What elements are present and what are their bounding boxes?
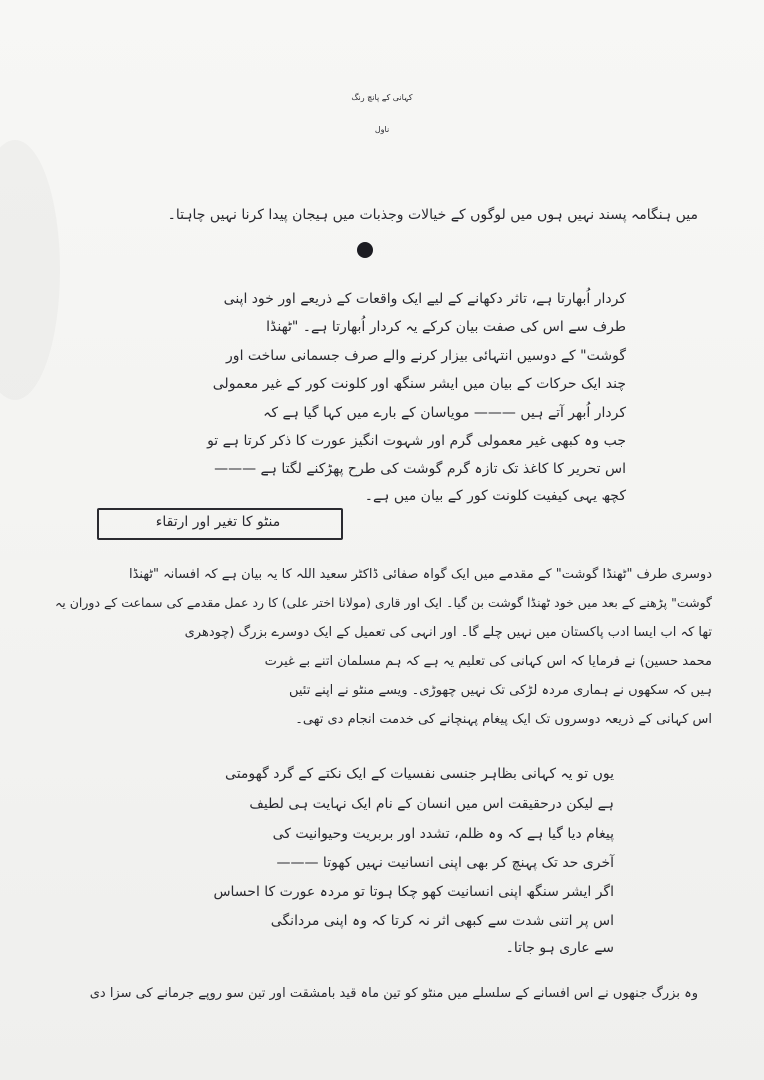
block3-line: ہے لیکن درحقیقت اس میں انسان کے نام ایک نہایت ہی لطیف <box>249 796 614 812</box>
block1-line: گوشت" کے دوسیں انتہائی بیزار کرنے والے صرف جسمانی ساخت اور <box>226 348 626 364</box>
block1-line: کردار اُبھارتا ہے، تاثر دکھانے کے لیے ایک واقعات کے ذریعے اور خود اپنی <box>223 291 626 307</box>
block3-line: یوں تو یہ کہانی بظاہر جنسی نفسیات کے ایک نکتے کے گرد گھومتی <box>225 766 614 782</box>
block3-line: پیغام دیا گیا ہے کہ وہ ظلم، تشدد اور بربریت وحیوانیت کی <box>272 826 614 842</box>
citation-text: منٹو کا تغیر اور ارتقاء <box>155 514 281 530</box>
block1-line: کچھ یہی کیفیت کلونت کور کے بیان میں ہے۔ <box>364 488 626 504</box>
footnote-line: وہ بزرگ جنھوں نے اس افسانے کے سلسلے میں منٹو کو تین ماہ قید بامشقت اور تین سو روپے جرمانے کی سزا دی <box>89 986 698 1001</box>
page-title: کہانی کے پانچ رنگ <box>351 93 413 102</box>
block1-line: اس تحریر کا کاغذ تک تازہ گرم گوشت کی طرح پھڑکنے لگتا ہے ——— <box>214 461 626 477</box>
page-subtitle: ناول <box>374 125 390 134</box>
block1-line: چند ایک حرکات کے بیان میں ایشر سنگھ اور کلونت کور کے غیر معمولی <box>212 376 626 392</box>
block3-line: اگر ایشر سنگھ اپنی انسانیت کھو چکا ہوتا تو مردہ عورت کا احساس <box>213 884 614 900</box>
block3-line: آخری حد تک پہنچ کر بھی اپنی انسانیت نہیں کھوتا ——— <box>276 855 614 871</box>
paper-smudge <box>0 140 60 400</box>
block2-line: تھا کہ اب ایسا ادب پاکستان میں نہیں چلے گا۔ اور انہی کی تعمیل کے ایک دوسرے بزرگ (چودھری <box>184 625 712 640</box>
block3-line: سے عاری ہو جاتا۔ <box>505 940 614 956</box>
block1-line: جب وہ کبھی غیر معمولی گرم اور شہوت انگیز عورت کا ذکر کرتا ہے تو <box>207 433 626 449</box>
block2-line: محمد حسین) نے فرمایا کہ اس کہانی کی تعلیم یہ ہے کہ ہم مسلمان اتنے بے غیرت <box>264 654 712 669</box>
epigraph-line: میں ہنگامہ پسند نہیں ہوں میں لوگوں کے خیالات وجذبات میں ہیجان پیدا کرنا نہیں چاہتا۔ <box>167 207 698 223</box>
block2-line: گوشت" پڑھنے کے بعد میں خود ٹھنڈا گوشت بن گیا۔ ایک اور قاری (مولانا اختر علی) کا رد عمل مقدمے کی سماعت کے دوران یہ <box>54 595 712 610</box>
block2-line: اس کہانی کے ذریعہ دوسروں تک ایک پیغام پہنچانے کی خدمت انجام دی تھی۔ <box>295 712 712 727</box>
bullet-dot <box>357 242 373 258</box>
block3-line: اس پر اتنی شدت سے کبھی اثر نہ کرتا کہ وہ اپنی مردانگی <box>270 913 614 929</box>
block1-line: طرف سے اس کی صفت بیان کرکے یہ کردار اُبھارتا ہے۔ "ٹھنڈا <box>266 319 626 335</box>
block2-line: دوسری طرف "ٹھنڈا گوشت" کے مقدمے میں ایک گواہ صفائی ڈاکٹر سعید اللہ کا یہ بیان ہے کہ افسانہ "ٹھنڈا <box>128 567 712 582</box>
block1-line: کردار اُبھر آتے ہیں ——— مویاسان کے بارے میں کہا گیا ہے کہ <box>263 405 626 421</box>
block2-line: ہیں کہ سکھوں نے ہماری مردہ لڑکی تک نہیں چھوڑی۔ ویسے منٹو نے اپنے تئیں <box>288 683 712 698</box>
